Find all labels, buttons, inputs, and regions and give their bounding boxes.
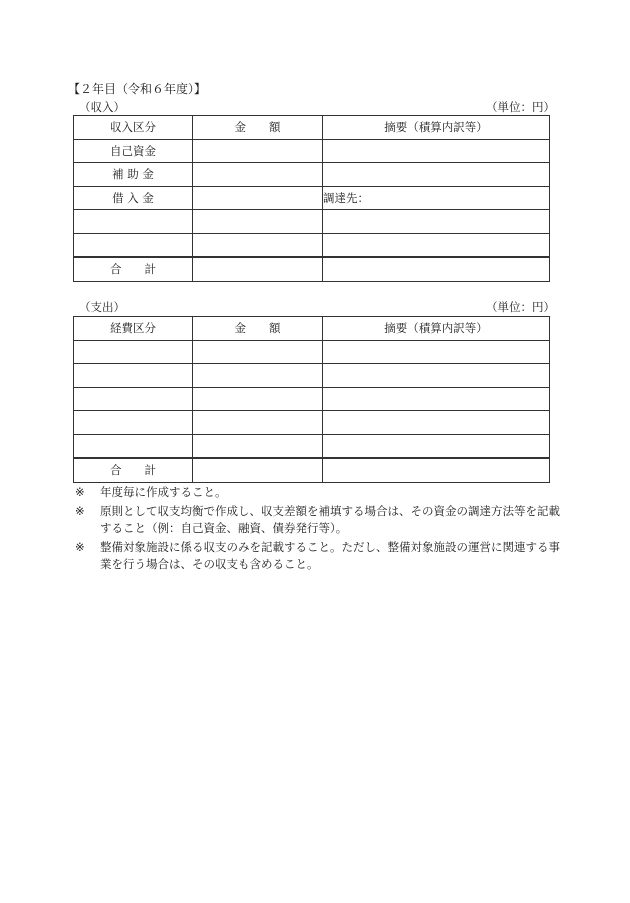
note-item [75,503,565,538]
table-row [74,186,550,210]
income-amount-cell[interactable] [193,233,323,257]
expense-header-amount: 金 額 [193,317,323,341]
income-caption: （収入） [79,100,125,114]
expense-table [73,316,550,483]
table-row [74,340,550,364]
note-text: 原則として収支均衡で作成し、収支差額を補填する場合は、その資金の調達方法等を記載すること（例：自己資金、融資、債券発行等）。 [100,503,560,535]
note-mark: ※ [75,503,85,518]
expense-category-cell[interactable] [74,387,193,411]
table-row [74,411,550,435]
note-item [75,484,565,502]
expense-category-cell[interactable] [74,411,193,435]
income-category-cell: 借 入 金 [74,186,193,210]
table-row [74,364,550,388]
table-row [74,434,550,458]
expense-total-remarks[interactable] [323,458,550,482]
table-row [74,210,550,234]
income-total-amount[interactable] [193,257,323,281]
income-header-row [74,116,550,140]
year-heading: 【２年目（令和６年度）】 [68,82,207,96]
expense-amount-cell[interactable] [193,411,323,435]
expense-header-row [74,317,550,341]
table-row [74,387,550,411]
income-amount-cell[interactable] [193,186,323,210]
income-unit-label: （単位：円） [486,100,555,114]
income-category-cell: 補 助 金 [74,163,193,187]
table-row [74,163,550,187]
notes-list [75,484,565,575]
income-remarks-cell[interactable]: 調達先： [323,186,550,210]
income-amount-cell[interactable] [193,163,323,187]
income-category-cell[interactable] [74,233,193,257]
expense-category-cell[interactable] [74,364,193,388]
expense-total-amount[interactable] [193,458,323,482]
note-text: 整備対象施設に係る収支のみを記載すること。ただし、整備対象施設の運営に関連する事業を行う場合は、その収支も含めること。 [100,539,560,571]
expense-amount-cell[interactable] [193,434,323,458]
expense-amount-cell[interactable] [193,364,323,388]
income-total-row [74,257,550,281]
expense-amount-cell[interactable] [193,340,323,364]
note-text: 年度毎に作成すること。 [100,485,227,499]
income-header-category: 収入区分 [74,116,193,140]
income-total-remarks[interactable] [323,257,550,281]
expense-remarks-cell[interactable] [323,411,550,435]
note-mark: ※ [75,485,85,499]
note-item [75,539,565,574]
income-header-amount: 金 額 [193,116,323,140]
income-category-cell[interactable] [74,210,193,234]
expense-header-category: 経費区分 [74,317,193,341]
income-table [73,115,550,282]
income-remarks-cell[interactable] [323,139,550,163]
expense-remarks-cell[interactable] [323,387,550,411]
expense-category-cell[interactable] [74,340,193,364]
income-total-label: 合 計 [74,257,193,281]
expense-unit-label: （単位：円） [486,300,555,314]
table-row [74,139,550,163]
expense-amount-cell[interactable] [193,387,323,411]
income-remarks-cell[interactable] [323,210,550,234]
expense-remarks-cell[interactable] [323,434,550,458]
income-remarks-cell[interactable] [323,233,550,257]
table-row [74,233,550,257]
income-header-remarks: 摘要（積算内訳等） [323,116,550,140]
note-mark: ※ [75,539,85,554]
expense-remarks-cell[interactable] [323,364,550,388]
expense-category-cell[interactable] [74,434,193,458]
income-amount-cell[interactable] [193,139,323,163]
expense-total-label: 合 計 [74,458,193,482]
income-remarks-cell[interactable] [323,163,550,187]
expense-header-remarks: 摘要（積算内訳等） [323,317,550,341]
expense-total-row [74,458,550,482]
expense-caption: （支出） [79,300,125,314]
expense-remarks-cell[interactable] [323,340,550,364]
income-category-cell: 自己資金 [74,139,193,163]
income-amount-cell[interactable] [193,210,323,234]
